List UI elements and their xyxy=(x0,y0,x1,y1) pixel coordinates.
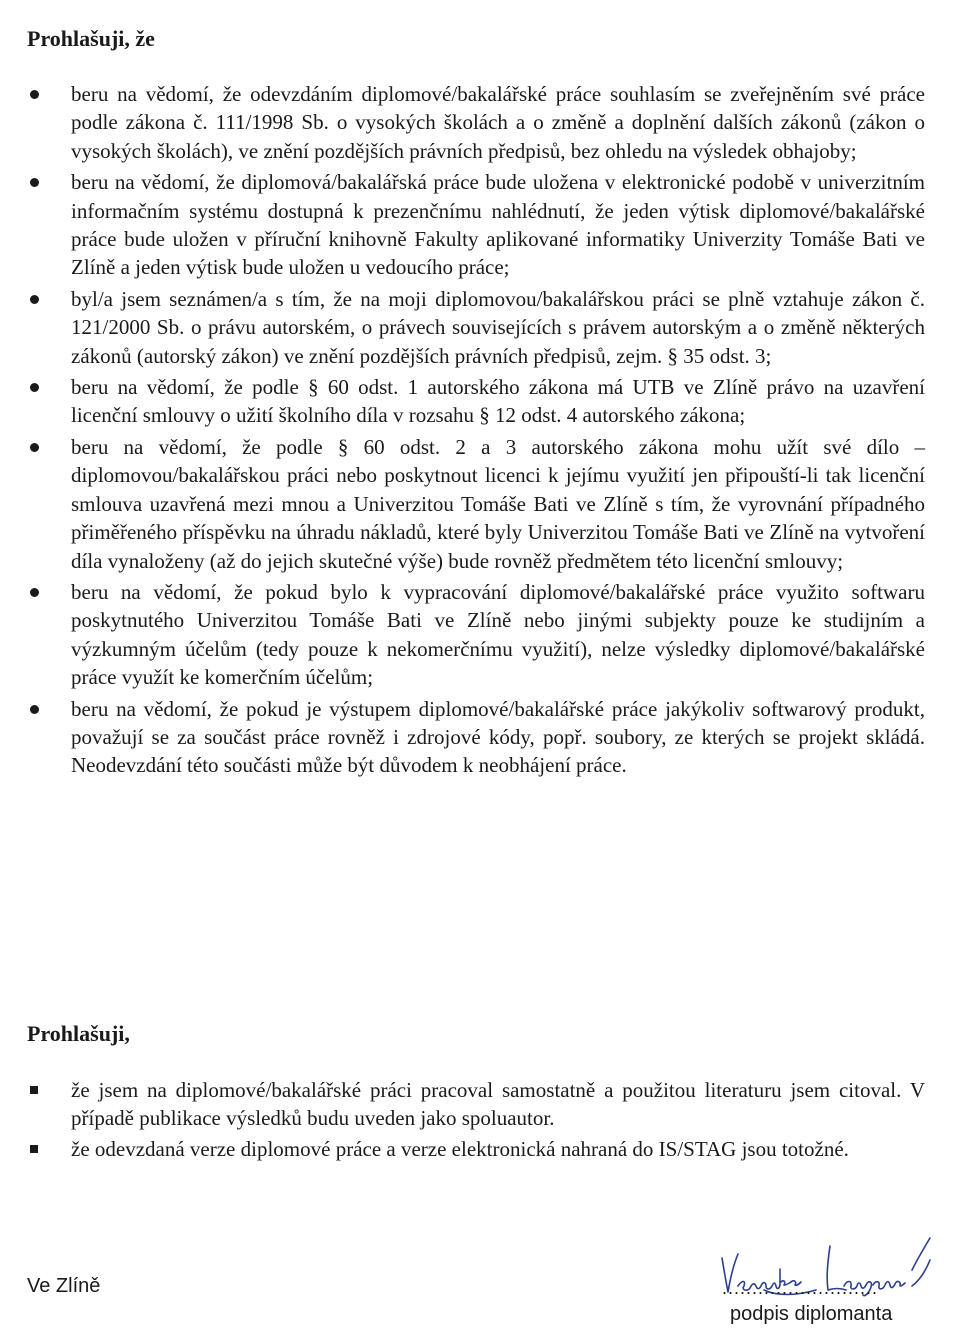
list-item-text: beru na vědomí, že pokud je výstupem diplomové/bakalářské práce jakýkoliv softwarový produkt, považují se za součást práce rovněž i zdrojové kódy, popř. soubory, ze kterých se projekt skládá. Neodevzdání této součásti může být důvodem k neobhájení práce. xyxy=(71,696,925,778)
list-item xyxy=(27,168,925,282)
signature-block xyxy=(716,1230,936,1330)
signature-label: podpis diplomanta xyxy=(730,1303,893,1325)
list-item xyxy=(27,1135,925,1163)
list-item xyxy=(27,1076,925,1133)
list-item-text: beru na vědomí, že podle § 60 odst. 2 a 3 autorského zákona mohu užít své dílo – diplomovou/bakalářskou práci nebo poskytnout licenci k jejímu využití jen připouští-li tak licenční smlouva uzavřená mezi mnou a Univerzitou Tomáše Bati ve Zlíně s tím, že vyrovnání případného přiměřeného příspěvku na úhradu nákladů, které byly Univerzitou Tomáše Bati ve Zlíně na vytvoření díla vynaloženy (až do jejich skutečné výše) bude rovněž předmětem této licenční smlouvy; xyxy=(71,434,925,573)
bullet-icon xyxy=(30,383,39,392)
list-item-text: beru na vědomí, že diplomová/bakalářská práce bude uložena v elektronické podobě v univerzitním informačním systému dostupná k prezenčnímu nahlédnutí, že jeden výtisk diplomové/bakalářské práce bude uložen v příruční knihovně Fakulty aplikované informatiky Univerzity Tomáše Bati ve Zlíně a jeden výtisk bude uložen u vedoucího práce; xyxy=(71,170,925,280)
list-item-text: že odevzdaná verze diplomové práce a verze elektronická nahraná do IS/STAG jsou totožné. xyxy=(71,1136,849,1161)
bullet-icon xyxy=(30,90,39,99)
square-bullet-icon xyxy=(30,1086,38,1094)
bullet-icon xyxy=(30,705,39,714)
list-item-text: byl/a jsem seznámen/a s tím, že na moji diplomovou/bakalářskou práci se plně vztahuje zákon č. 121/2000 Sb. o právu autorském, o právech souvisejících s právem autorským a o změně některých zákonů (autorský zákon) ve znění pozdějších právních předpisů, zejm. § 35 odst. 3; xyxy=(71,286,925,368)
list-item xyxy=(27,578,925,692)
signature-line: .......................... xyxy=(722,1278,879,1298)
second-declaration-list xyxy=(27,1076,925,1165)
second-declaration-heading: Prohlašuji, xyxy=(27,1021,130,1046)
list-item-text: beru na vědomí, že odevzdáním diplomové/bakalářské práce souhlasím se zveřejněním své práce podle zákona č. 111/1998 Sb. o vysokých školách a o změně a doplnění dalších zákonů (zákon o vysokých školách), ve znění pozdějších právních předpisů, bez ohledu na výsledek obhajoby; xyxy=(71,82,925,163)
bullet-icon xyxy=(30,443,39,452)
list-item xyxy=(27,433,925,575)
place-label: Ve Zlíně xyxy=(27,1275,101,1297)
list-item xyxy=(27,80,925,165)
list-item xyxy=(27,373,925,430)
bullet-icon xyxy=(30,178,39,187)
bullet-icon xyxy=(30,588,39,597)
list-item-text: beru na vědomí, že pokud bylo k vypracování diplomové/bakalářské práce využito softwaru poskytnutého Univerzitou Tomáše Bati ve Zlíně nebo jinými subjekty pouze ke studijním a výzkumným účelům (tedy pouze k nekomerčnímu využití), nelze výsledky diplomové/bakalářské práce využít ke komerčním účelům; xyxy=(71,579,925,690)
list-item-text: beru na vědomí, že podle § 60 odst. 1 autorského zákona má UTB ve Zlíně právo na uzavření licenční smlouvy o užití školního díla v rozsahu § 12 odst. 4 autorského zákona; xyxy=(71,375,925,428)
bullet-icon xyxy=(30,295,39,304)
declaration-list xyxy=(27,80,925,783)
list-item-text: že jsem na diplomové/bakalářské práci pracoval samostatně a použitou literaturu jsem citoval. V případě publikace výsledků budu uveden jako spoluautor. xyxy=(71,1078,925,1131)
list-item xyxy=(27,695,925,780)
declaration-heading: Prohlašuji, že xyxy=(27,26,155,51)
list-item xyxy=(27,285,925,370)
square-bullet-icon xyxy=(30,1145,38,1153)
